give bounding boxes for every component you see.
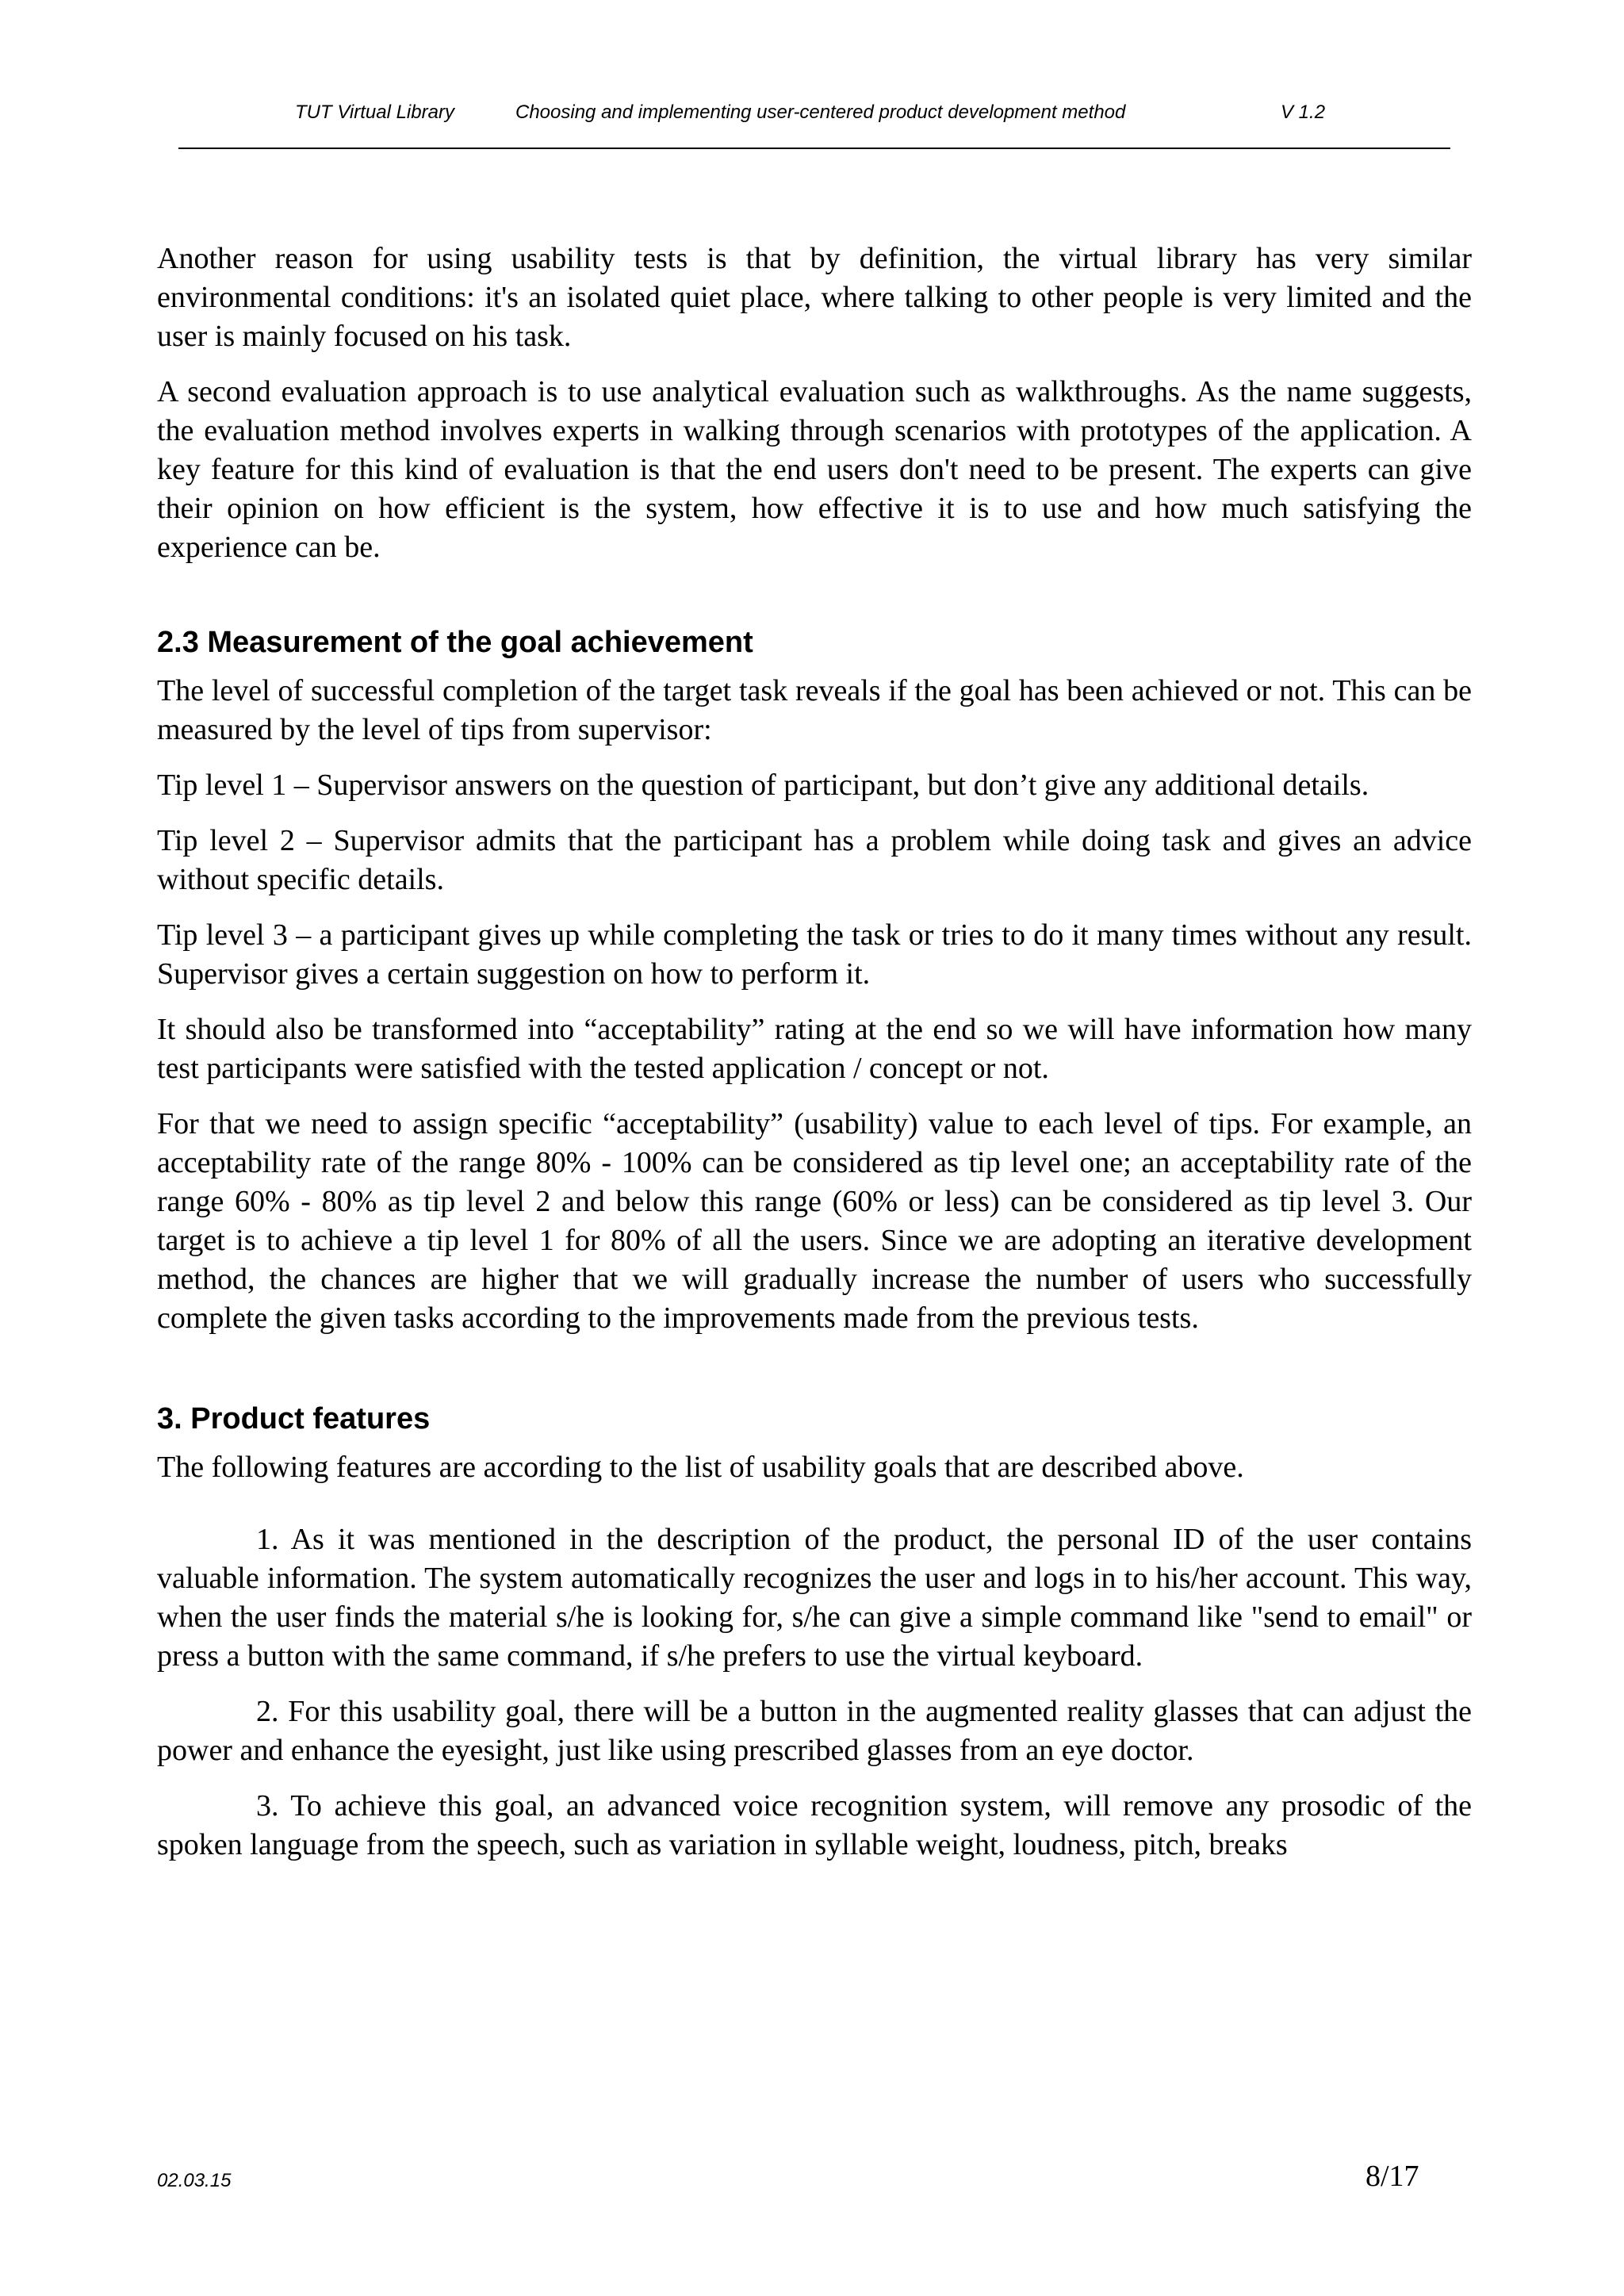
- feature-item-1: 1. As it was mentioned in the description of the product, the personal ID of the user contains valuable information. The system automatically recognizes the user and logs in to his/her account. This way, when the user finds the material s/he is looking for, s/he can give a simple command like "send to email" or press a button with the same command, if s/he prefers to use the virtual keyboard.: [157, 1523, 1472, 1673]
- section-heading-2-3: 2.3 Measurement of the goal achievement: [157, 626, 753, 659]
- paragraph-tip-level-2: Tip level 2 – Supervisor admits that the participant has a problem while doing task and gives an advice without specific details.: [157, 824, 1472, 896]
- feature-item-2: 2. For this usability goal, there will be a button in the augmented reality glasses that can adjust the power and enhance the eyesight, just like using prescribed glasses from an eye doctor.: [157, 1695, 1472, 1767]
- header-library-name: TUT Virtual Library: [295, 102, 454, 123]
- paragraph-acceptability-rating: It should also be transformed into “acceptability” rating at the end so we will have information how many test participants were satisfied with the tested application / concept or not.: [157, 1013, 1472, 1085]
- paragraph-tip-level-3: Tip level 3 – a participant gives up while completing the task or tries to do it many times without any result. Supervisor gives a certain suggestion on how to perform it.: [157, 918, 1472, 991]
- paragraph-analytical-evaluation: A second evaluation approach is to use analytical evaluation such as walkthroughs. As the name suggests, the evaluation method involves experts in walking through scenarios with prototypes of the application. A key feature for this kind of evaluation is that the end users don't need to be present. The experts can give their opinion on how efficient is the system, how effective it is to use and how much satisfying the experience can be.: [157, 375, 1472, 564]
- paragraph-tip-level-1: Tip level 1 – Supervisor answers on the question of participant, but don’t give any additional details.: [157, 769, 1369, 802]
- document-body: [157, 240, 1472, 1881]
- header-version: V 1.2: [1281, 102, 1326, 123]
- header-document-title: Choosing and implementing user-centered product development method: [515, 102, 1126, 123]
- page-header: [178, 97, 1447, 128]
- footer-date: 02.03.15: [157, 2170, 232, 2191]
- feature-item-3: 3. To achieve this goal, an advanced voice recognition system, will remove any prosodic of the spoken language from the speech, such as variation in syllable weight, loudness, pitch, breaks: [157, 1789, 1472, 1861]
- paragraph-acceptability-values: For that we need to assign specific “acceptability” (usability) value to each level of tips. For example, an acceptability rate of the range 80% - 100% can be considered as tip level one; an acceptability rate of the range 60% - 80% as tip level 2 and below this range (60% or less) can be considered as tip level 3. Our target is to achieve a tip level 1 for 80% of all the users. Since we are adopting an iterative development method, the chances are higher that we will gradually increase the number of users who successfully complete the given tasks according to the improvements made from the previous tests.: [157, 1107, 1472, 1335]
- footer-page-number: 8/17: [1365, 2160, 1419, 2193]
- section-heading-3: 3. Product features: [157, 1402, 431, 1435]
- paragraph-completion-level: The level of successful completion of the target task reveals if the goal has been achieved or not. This can be measured by the level of tips from supervisor:: [157, 674, 1472, 746]
- paragraph-features-intro: The following features are according to the list of usability goals that are described above.: [157, 1451, 1244, 1484]
- paragraph-usability-tests: Another reason for using usability tests is that by definition, the virtual library has very similar environmental conditions: it's an isolated quiet place, where talking to other people is very limited and the user is mainly focused on his task.: [157, 242, 1472, 353]
- header-divider: [178, 148, 1450, 149]
